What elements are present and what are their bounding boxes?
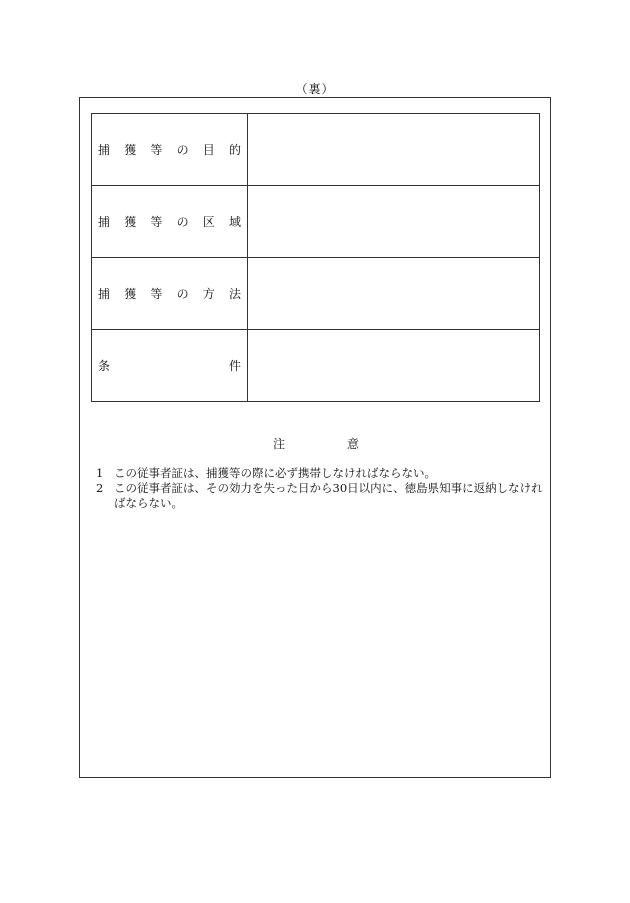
list-item: [96, 466, 546, 481]
purpose-value-cell[interactable]: [248, 114, 540, 186]
table-row: [92, 330, 540, 402]
label-char: 条: [98, 359, 111, 373]
label-char: 獲: [124, 143, 137, 157]
label-char: 法: [228, 287, 241, 301]
notice-title-char: 注: [272, 437, 285, 451]
label-char: 獲: [124, 215, 137, 229]
label-char: の: [176, 143, 189, 157]
notice-title: [80, 435, 552, 452]
notice-item-text: この従事者証は、捕獲等の際に必ず携帯しなければならない。: [114, 466, 436, 480]
notice-item-number: 2: [96, 481, 104, 495]
label-char: 区: [202, 215, 215, 229]
label-char: 的: [228, 143, 241, 157]
capture-details-table: [91, 113, 540, 402]
notice-list: [96, 466, 546, 511]
page-heading: （裏）: [295, 82, 335, 96]
table-row: [92, 186, 540, 258]
row-label-purpose: [92, 114, 248, 186]
notice-item-number: 1: [96, 466, 104, 480]
label-char: 件: [228, 359, 241, 373]
label-char: 目: [202, 143, 215, 157]
notice-title-char: 意: [347, 437, 360, 451]
label-char: 等: [150, 143, 163, 157]
row-label-method: [92, 258, 248, 330]
row-label-area: [92, 186, 248, 258]
notice-item-text: この従事者証は、その効力を失った日から30日以内に、徳島県知事に返納しなければならない。: [114, 481, 543, 510]
area-value-cell[interactable]: [248, 186, 540, 258]
label-char: の: [176, 287, 189, 301]
method-value-cell[interactable]: [248, 258, 540, 330]
conditions-value-cell[interactable]: [248, 330, 540, 402]
label-char: 等: [150, 215, 163, 229]
certificate-back-frame: [79, 97, 551, 778]
label-char: 捕: [98, 143, 111, 157]
label-char: 等: [150, 287, 163, 301]
table-row: [92, 114, 540, 186]
row-label-conditions: [92, 330, 248, 402]
label-char: 域: [228, 215, 241, 229]
label-char: の: [176, 215, 189, 229]
list-item: [96, 481, 546, 511]
table-row: [92, 258, 540, 330]
label-char: 方: [202, 287, 215, 301]
label-char: 捕: [98, 287, 111, 301]
label-char: 捕: [98, 215, 111, 229]
label-char: 獲: [124, 287, 137, 301]
